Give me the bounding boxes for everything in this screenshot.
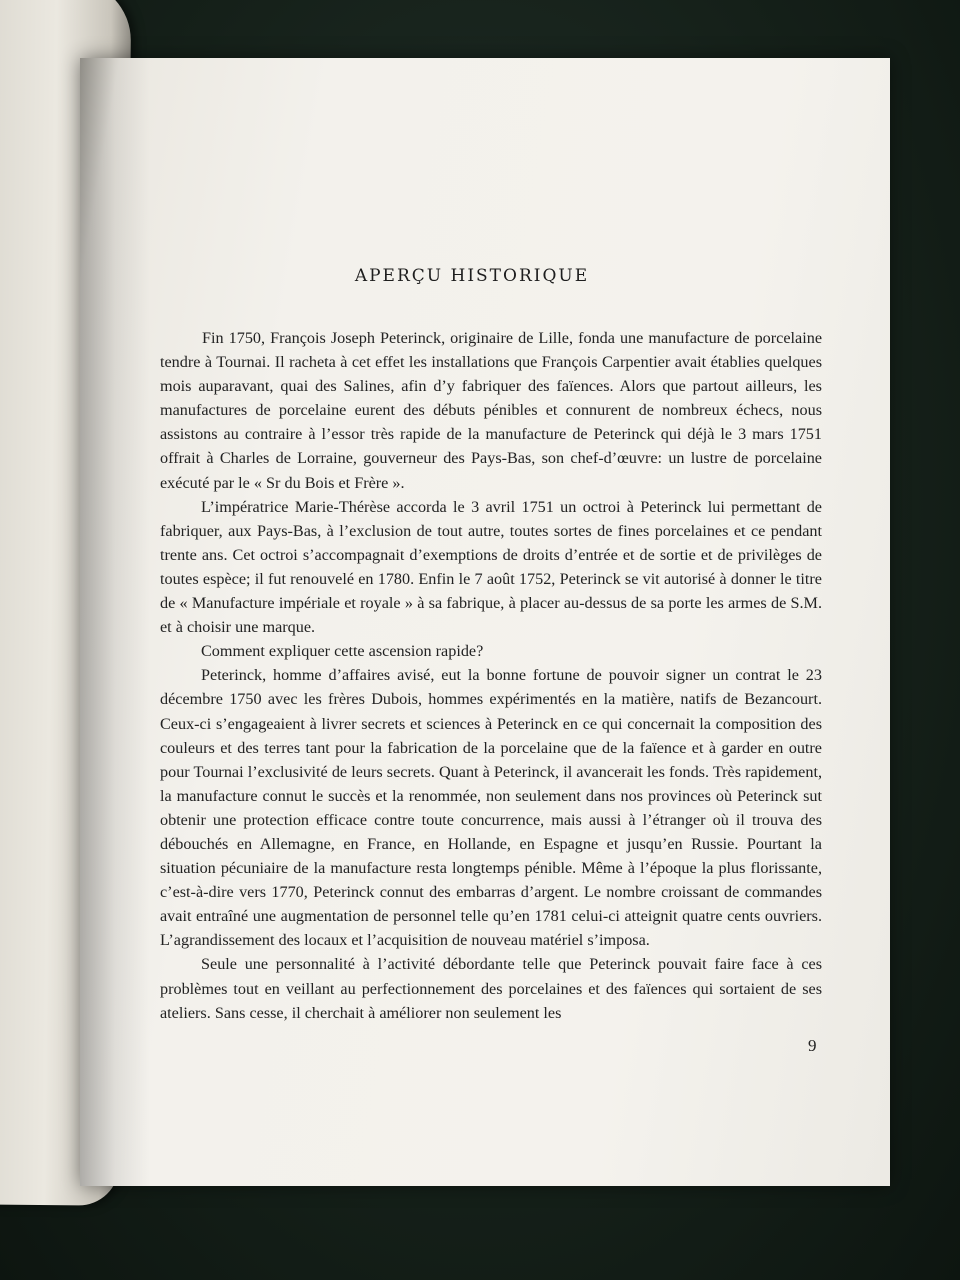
body-text bbox=[160, 326, 822, 1025]
page-number: 9 bbox=[808, 1036, 817, 1055]
gutter-shadow bbox=[80, 58, 150, 1186]
paragraph-4: Peterinck, homme d’affaires avisé, eut la bonne fortune de pouvoir signer un contrat le 23 décembre 1750 avec les frères Dubois, hommes expérimentés en la matière, natifs de Bezancourt. Ceux-ci s’engageaient à livrer secrets et sciences à Peterinck en ce qui concernait la composition des couleurs et des terres tant pour la fabrication de la porcelaine que de la faïence et à garder en outre pour Tournai l’exclusivité de leurs secrets. Quant à Peterinck, il avancerait les fonds. Très rapidement, la manufacture connut le succès et la renommée, non seulement dans nos provinces où Peterinck sut obtenir une protection efficace contre toute concurrence, mais aussi à l’étranger où il trouva des débouchés en Allemagne, en France, en Hollande, en Espagne et jusqu’en Russie. Pourtant la situation pécuniaire de la manufacture resta longtemps pénible. Même à l’époque la plus florissante, c’est-à-dire vers 1770, Peterinck connut des embarras d’argent. Le nombre croissant de commandes avait entraîné une augmentation de personnel telle qu’en 1781 celui-ci atteignit quatre cents ouvriers. L’agrandissement des locaux et l’acquisition de nouveau matériel s’imposa. bbox=[160, 666, 822, 950]
paragraph-5: Seule une personnalité à l’activité débordante telle que Peterinck pouvait faire face à ces problèmes tout en veillant au perfectionnement des porcelaines et des faïences qui sortaient de ses ateliers. Sans cesse, il cherchait à améliorer non seulement les bbox=[160, 955, 822, 1022]
paragraph-1: Fin 1750, François Joseph Peterinck, originaire de Lille, fonda une manufacture de porcelaine tendre à Tournai. Il racheta à cet effet les installations que François Carpentier avait établies quelques mois auparavant, quai des Salines, afin d’y fabriquer des faïences. Alors que partout ailleurs, les manufactures de porcelaine eurent des débuts pénibles et connurent de nombreux échecs, nous assistons au contraire à l’essor très rapide de la manufacture de Peterinck qui déjà le 3 mars 1751 offrait à Charles de Lorraine, gouverneur des Pays-Bas, son chef-d’œuvre: un lustre de porcelaine exécuté par le « Sr du Bois et Frère ». bbox=[160, 329, 822, 492]
paragraph-2: L’impératrice Marie-Thérèse accorda le 3 avril 1751 un octroi à Peterinck lui permettant de fabriquer, aux Pays-Bas, à l’exclusion de tout autre, toutes sortes de fines porcelaines et ce pendant trente ans. Cet octroi s’accompagnait d’exemptions de droits d’entrée et de sortie et de privilèges de toutes espèce; il fut renouvelé en 1780. Enfin le 7 août 1752, Peterinck se vit autorisé à donner le titre de « Manufacture impériale et royale » à sa fabrique, à placer au-dessus de sa porte les armes de S.M. et à choisir une marque. bbox=[160, 497, 822, 637]
paragraph-3: Comment expliquer cette ascension rapide? bbox=[201, 642, 484, 661]
page-title: APERÇU HISTORIQUE bbox=[354, 266, 590, 286]
